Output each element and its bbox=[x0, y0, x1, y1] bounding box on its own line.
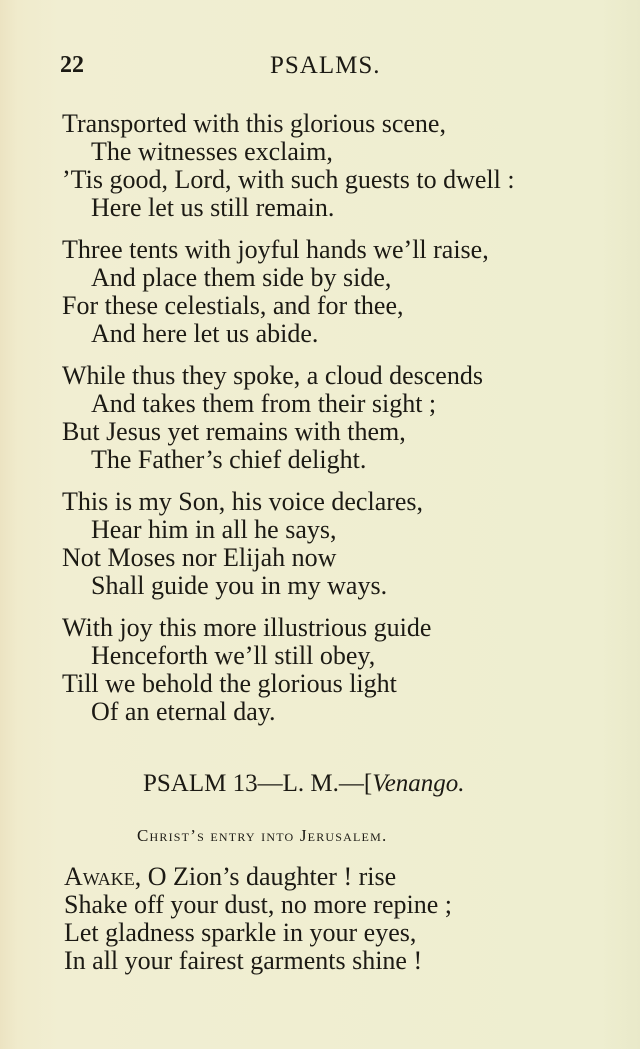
verse-line: Shake off your dust, no more repine ; bbox=[64, 890, 452, 919]
hymn-continuation bbox=[62, 110, 622, 740]
stanza-5 bbox=[62, 614, 622, 726]
first-word: Awake bbox=[64, 862, 135, 891]
verse-line: This is my Son, his voice declares, bbox=[62, 487, 424, 516]
stanza-3 bbox=[62, 362, 622, 474]
verse-line: Hear him in all he says, bbox=[91, 515, 337, 544]
verse-line: The Father’s chief delight. bbox=[91, 445, 367, 474]
verse-line bbox=[64, 863, 624, 891]
verse-line: With joy this more illustrious guide bbox=[62, 613, 432, 642]
verse-line: Transported with this glorious scene, bbox=[62, 109, 446, 138]
verse-line: Three tents with joyful hands we’ll raise, bbox=[62, 235, 489, 264]
verse-line: Of an eternal day. bbox=[91, 697, 276, 726]
verse-line: ’Tis good, Lord, with such guests to dwell : bbox=[62, 165, 515, 194]
verse-line: And here let us abide. bbox=[91, 319, 319, 348]
verse-line: But Jesus yet remains with them, bbox=[62, 417, 406, 446]
psalm-number-meter: PSALM 13—L. M.—[ bbox=[143, 770, 373, 797]
stanza-4 bbox=[62, 488, 622, 600]
verse-line: While thus they spoke, a cloud descends bbox=[62, 361, 483, 390]
psalm-heading bbox=[143, 770, 465, 798]
stanza-1 bbox=[62, 110, 622, 222]
verse-line: And place them side by side, bbox=[91, 263, 392, 292]
psalm-subheading: Christ’s entry into Jerusalem. bbox=[137, 826, 388, 845]
page-number: 22 bbox=[60, 52, 84, 78]
psalm-13-text bbox=[64, 863, 624, 975]
verse-line: The witnesses exclaim, bbox=[91, 137, 333, 166]
verse-line-rest: , O Zion’s daughter ! rise bbox=[134, 862, 397, 891]
tune-name: Venango. bbox=[372, 770, 465, 797]
stanza-2 bbox=[62, 236, 622, 348]
verse-line: In all your fairest garments shine ! bbox=[64, 946, 423, 975]
verse-line: Not Moses nor Elijah now bbox=[62, 543, 337, 572]
verse-line: Let gladness sparkle in your eyes, bbox=[64, 918, 417, 947]
verse-line: Shall guide you in my ways. bbox=[91, 571, 388, 600]
verse-line: And takes them from their sight ; bbox=[91, 389, 437, 418]
verse-line: For these celestials, and for thee, bbox=[62, 291, 404, 320]
verse-line: Till we behold the glorious light bbox=[62, 669, 397, 698]
verse-line: Here let us still remain. bbox=[91, 193, 335, 222]
verse-line: Henceforth we’ll still obey, bbox=[91, 641, 376, 670]
running-title: PSALMS. bbox=[270, 52, 381, 79]
